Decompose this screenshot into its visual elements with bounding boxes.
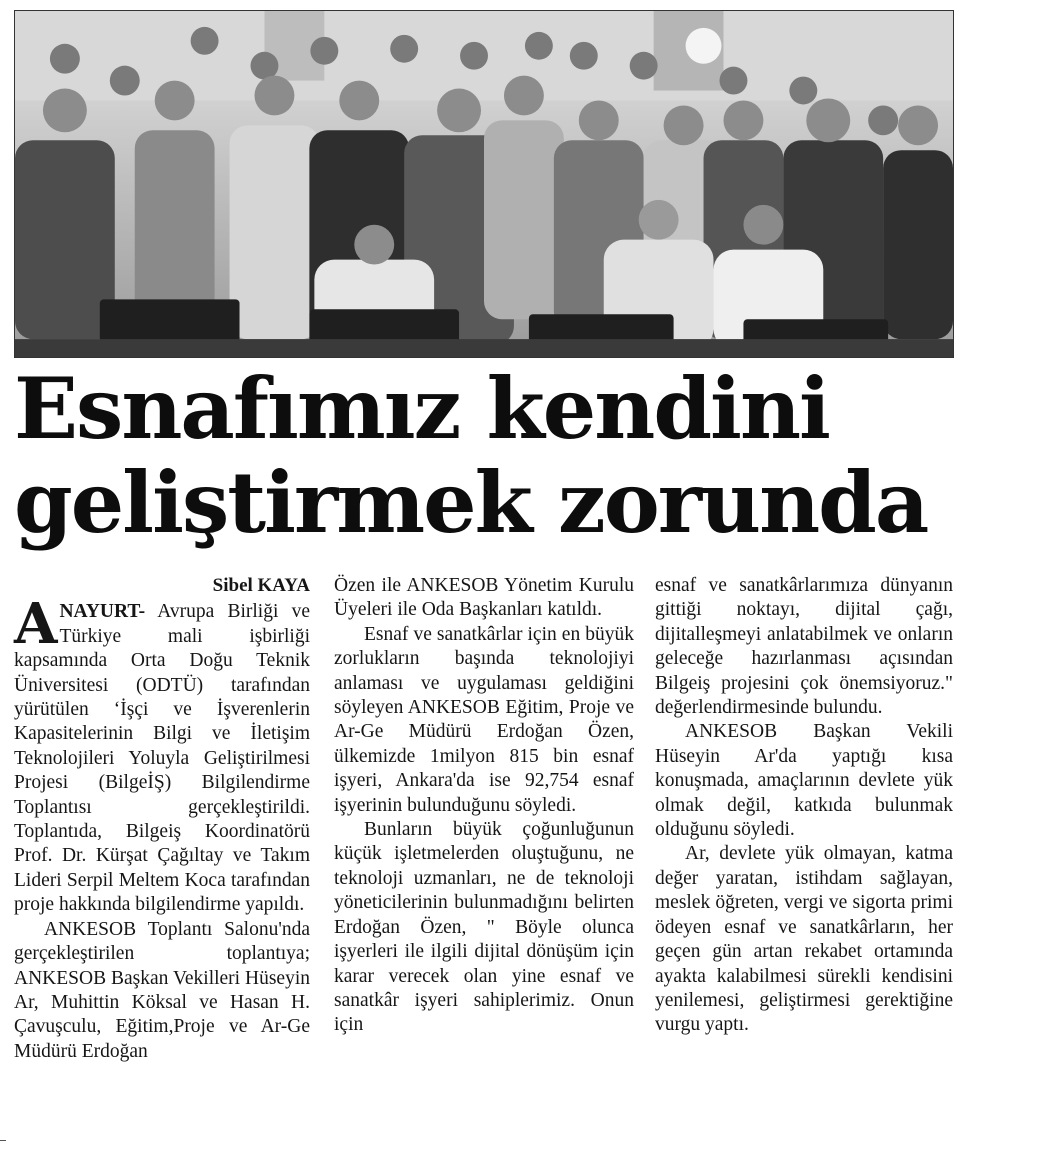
paragraph: esnaf ve sanatkârlarımıza dünyanın gittiği noktayı, dijital çağı, dijitalleşmeyi anlatabilmek ve onların geleceğe hazırlanması açısından Bilgeiş projesini çok önemsiyoruz." değerlendirmesinde bulundu. (655, 575, 953, 719)
group-photo-illustration (15, 11, 953, 357)
paragraph (14, 591, 310, 917)
paragraph: Esnaf ve sanatkârlar için en büyük zorlukların başında teknolojiyi anlaması ve uygulaması geldiğini söyleyen ANKESOB Eğitim, Proje ve Ar-Ge Müdürü Erdoğan Özen, ülkemizde 1milyon 815 bin esnaf işyeri, Ankara'da ise 92,754 esnaf işyerinin bulunduğunu söyledi. (334, 623, 634, 816)
article-column-2 (334, 574, 634, 1038)
paragraph: ANKESOB Toplantı Salonu'nda gerçekleştirilen toplantıya; ANKESOB Başkan Vekilleri Hüseyin Ar, Muhittin Köksal ve Hasan H. Çavuşculu, Eğitim,Proje ve Ar-Ge Müdürü Erdoğan (14, 918, 310, 1062)
paragraph: ANKESOB Başkan Vekili Hüseyin Ar'da yaptığı kısa konuşmada, amaçlarının devlete yük olmak değil, katkıda bulunmak olduğunu söyledi. (655, 721, 953, 841)
byline: Sibel KAYA (212, 575, 310, 596)
paragraph: Bunların büyük çoğunluğunun küçük işletmelerden oluştuğunu, ne teknoloji uzmanları, ne de teknoloji yöneticilerinin bulunmadığını belirten Erdoğan Özen, " Böyle olunca işyerleri ile ilgili dijital dönüşüm için karar verecek olan yine esnaf ve sanatkâr işyeri sahiplerimiz. Onun için (334, 819, 634, 1036)
drop-cap: A (14, 591, 58, 658)
article-column-1 (14, 574, 310, 1064)
headline-line-2: geliştirmek zorunda (14, 453, 928, 552)
paragraph-text: Avrupa Birliği ve Türkiye mali işbirliği kapsamında Orta Doğu Teknik Üniversitesi (ODTÜ) tarafından yürütülen ‘İşçi ve İşverenlerin Kapasitelerinin Bilgi ve İletişim Teknolojileri Yoluyla Geliştirilmesi Projesi (BilgeİŞ) Bilgilendirme Toplantısı gerçekleştirildi. Toplantıda, Bilgeiş Koordinatörü Prof. Dr. Kürşat Çağıltay ve Takım Lideri Serpil Meltem Koca tarafından proje hakkında bilgilendirme yapıldı. (14, 601, 310, 916)
paragraph: Özen ile ANKESOB Yönetim Kurulu Üyeleri ile Oda Başkanları katıldı. (334, 575, 634, 621)
dateline: NAYURT- (59, 601, 146, 623)
article-column-3 (655, 574, 953, 1038)
group-photo (14, 10, 954, 358)
headline (14, 359, 1054, 552)
edge-mark (0, 1140, 6, 1141)
paragraph: Ar, devlete yük olmayan, katma değer yaratan, istihdam sağlayan, meslek öğreten, vergi ve sigorta primi ödeyen esnaf ve sanatkârların, her geçen gün artan rekabet ortamında ayakta kalabilmesi sürekli kendisini yenilemesi, geliştirmesi gerektiğine vurgu yaptı. (655, 843, 953, 1036)
headline-line-1: Esnafımız kendini (14, 359, 829, 458)
